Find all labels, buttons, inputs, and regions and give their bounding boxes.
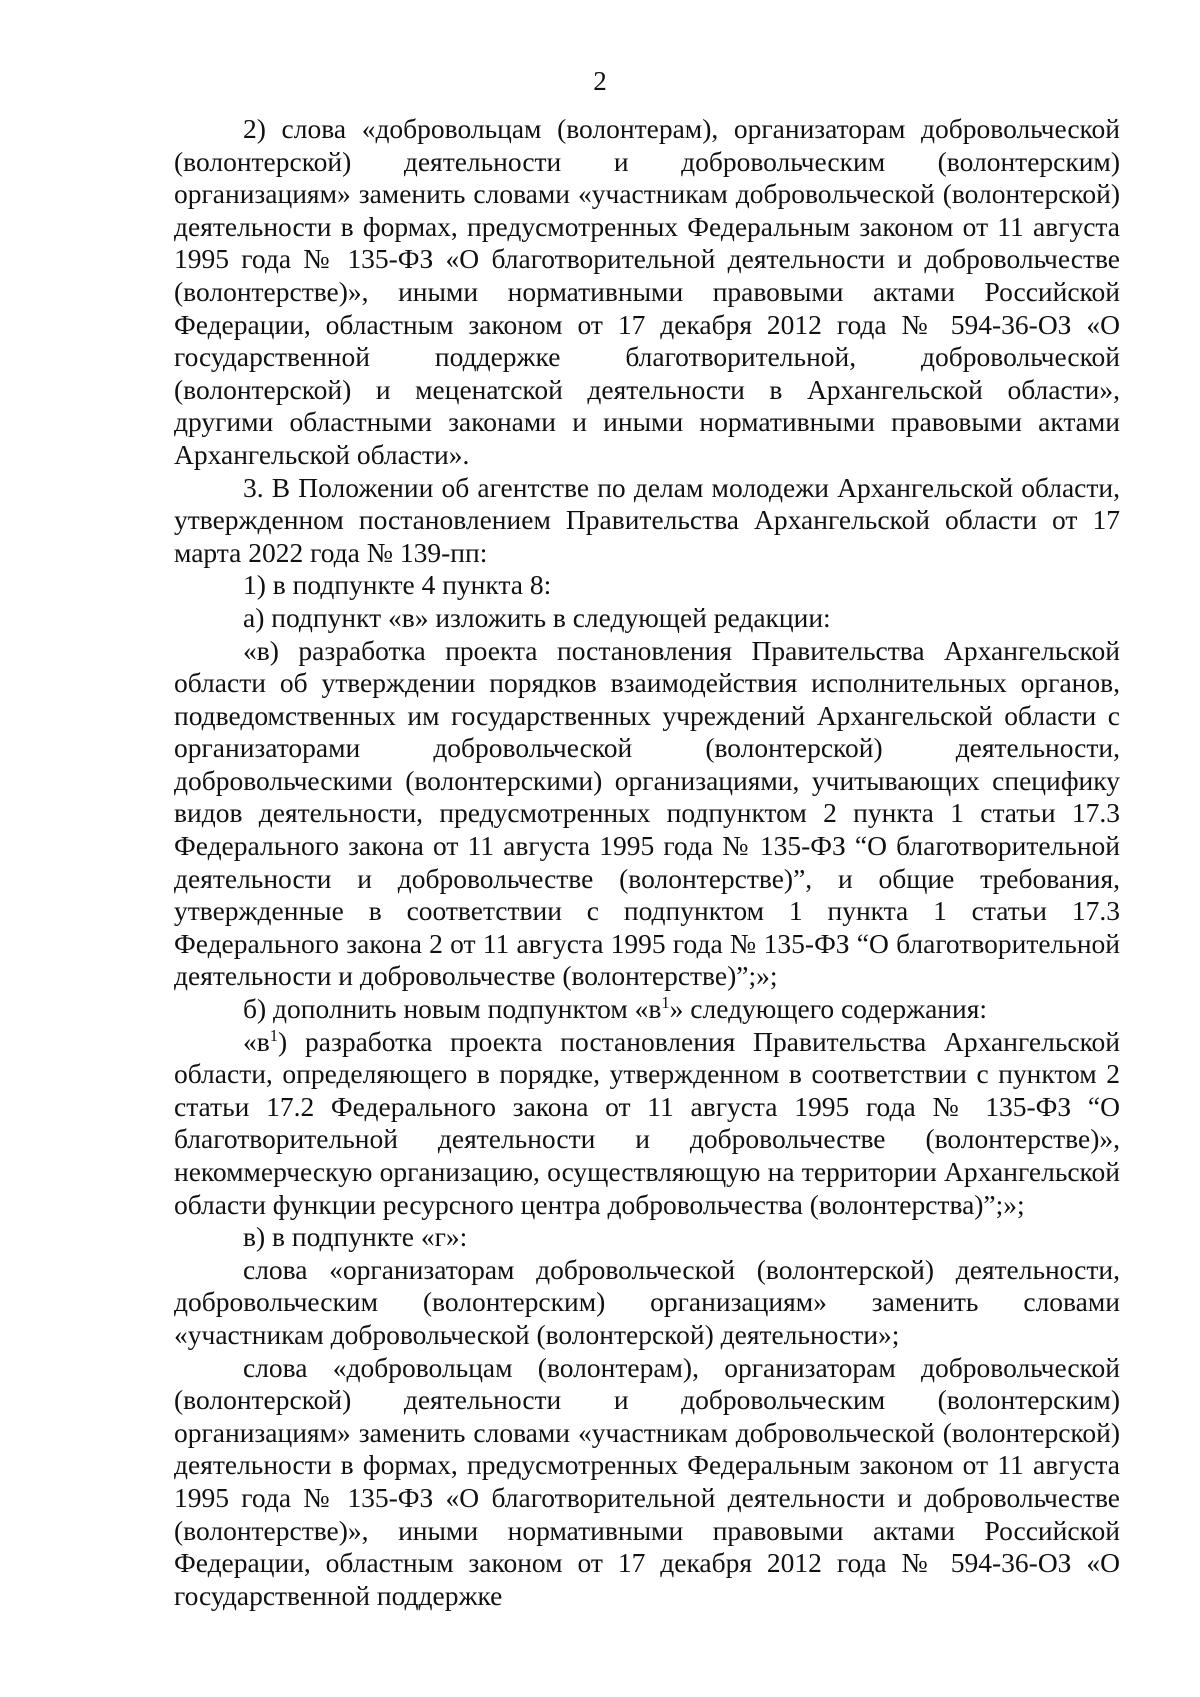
paragraph-text: в) в подпункте «г»: [243, 1221, 468, 1253]
paragraph-new-wording-v [174, 635, 1120, 994]
paragraph-subitem-v [174, 1221, 1120, 1254]
superscript: 1 [269, 1025, 278, 1045]
paragraph-words-replace-1 [174, 1254, 1120, 1352]
paragraph-point-3 [174, 472, 1120, 570]
paragraph-words-replace-2 [174, 1352, 1120, 1613]
paragraph-text: ) разработка проекта постановления Правительства Архангельской области, определяющего в порядке, утвержденном в соответствии с пунктом 2 статьи 17.2 Федерального закона от 11 августа 1995 года № 135-ФЗ “О благотворительной деятельности и добровольчестве (волонтерстве)», некоммерческую организацию, осуществляющую на территории Архангельской области функции ресурсного центра добровольчества (волонтерства)”;»; [174, 1025, 1120, 1220]
superscript: 1 [661, 992, 670, 1012]
paragraph-text: б) дополнить новым подпунктом «в [243, 993, 662, 1025]
paragraph-text: слова «добровольцам (волонтерам), организаторам добровольческой (волонтерской) деятельности и добровольческим (волонтерским) организациям» заменить словами «участникам добровольческой (волонтерской) деятельности в формах, предусмотренных Федеральным законом от 11 августа 1995 года № 135-ФЗ «О благотворительной деятельности и добровольчестве (волонтерстве)», иными нормативными правовыми актами Российской Федерации, областным законом от 17 декабря 2012 года № 594-36-ОЗ «О государственной поддержке [174, 1351, 1120, 1611]
paragraph-new-subitem-v1 [174, 1026, 1120, 1222]
paragraph-item-2 [174, 113, 1120, 472]
paragraph-text: » следующего содержания: [669, 993, 987, 1025]
paragraph-text: «в) разработка проекта постановления Правительства Архангельской области об утверждении порядков взаимодействия исполнительных органов, подведомственных им государственных учреждений Архангельской области с организаторами добровольческой (волонтерской) деятельности, добровольческими (волонтерскими) организациями, учитывающих специфику видов деятельности, предусмотренных подпунктом 2 пункта 1 статьи 17.3 Федерального закона от 11 августа 1995 года № 135-ФЗ “О благотворительной деятельности и добровольчестве (волонтерстве)”, и общие требования, утвержденные в соответствии с подпунктом 1 пункта 1 статьи 17.3 Федерального закона 2 от 11 августа 1995 года № 135-ФЗ “О благотворительной деятельности и добровольчестве (волонтерстве)”;»; [174, 634, 1120, 992]
paragraph-subitem-1 [174, 569, 1120, 602]
paragraph-subitem-b [174, 993, 1120, 1026]
paragraph-text: а) подпункт «в» изложить в следующей редакции: [243, 601, 831, 633]
paragraph-text: 1) в подпункте 4 пункта 8: [243, 569, 552, 601]
document-body [174, 113, 1120, 1612]
paragraph-text: 2) слова «добровольцам (волонтерам), организаторам добровольческой (волонтерской) деятельности и добровольческим (волонтерским) организациям» заменить словами «участникам добровольческой (волонтерской) деятельности в формах, предусмотренных Федеральным законом от 11 августа 1995 года № 135-ФЗ «О благотворительной деятельности и добровольчестве (волонтерстве)», иными нормативными правовыми актами Российской Федерации, областным законом от 17 декабря 2012 года № 594-36-ОЗ «О государственной поддержке благотворительной, добровольческой (волонтерской) и меценатской деятельности в Архангельской области», другими областными законами и иными нормативными правовыми актами Архангельской области». [174, 113, 1120, 470]
paragraph-text: 3. В Положении об агентстве по делам молодежи Архангельской области, утвержденном постановлением Правительства Архангельской области от 17 марта 2022 года № 139-пп: [174, 471, 1120, 568]
paragraph-subitem-a [174, 602, 1120, 635]
page-number: 2 [593, 66, 607, 96]
paragraph-text: слова «организаторам добровольческой (волонтерской) деятельности, добровольческим (волонтерским) организациям» заменить словами «участникам добровольческой (волонтерской) деятельности»; [174, 1253, 1120, 1350]
paragraph-text: «в [243, 1025, 270, 1057]
